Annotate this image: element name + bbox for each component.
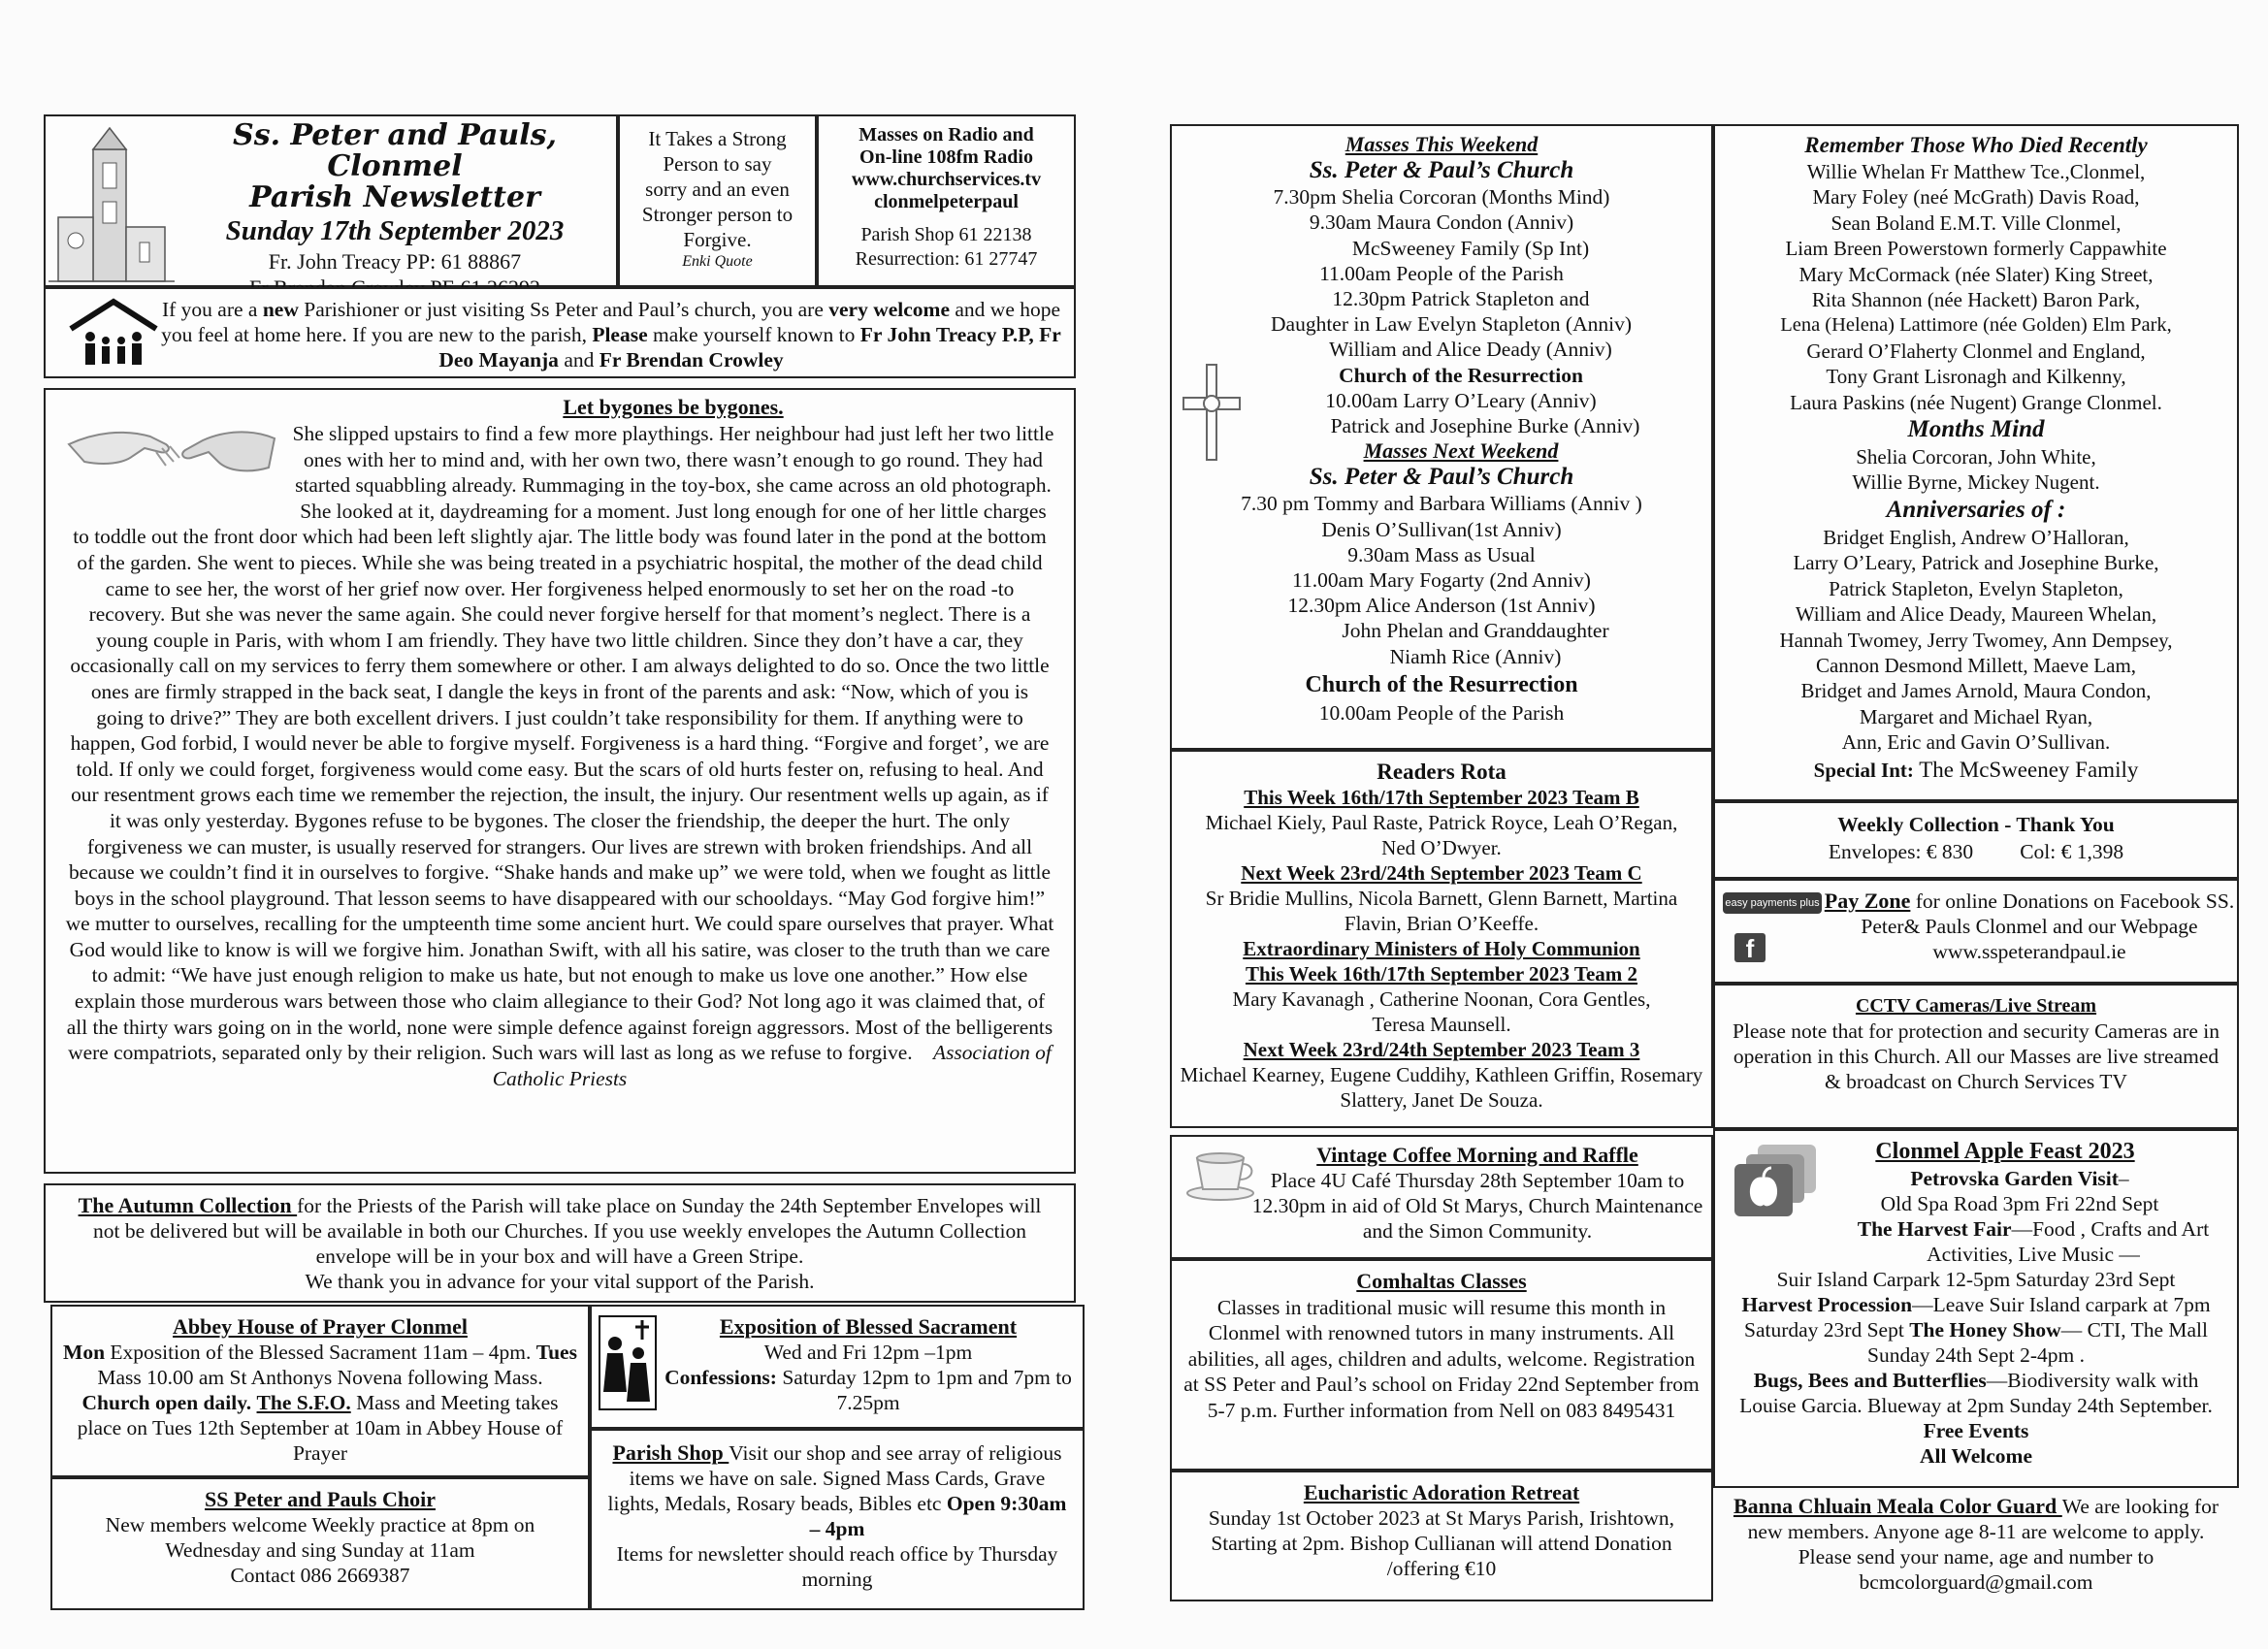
- welcome-text: and we hope you feel at home here. If you are new to the parish,: [161, 298, 1061, 346]
- ministers-names: Michael Kearney, Eugene Cuddihy, Kathleen Griffin, Rosemary Slattery, Janet De Souza.: [1180, 1063, 1703, 1112]
- anniversary-name: William and Alice Deady, Maureen Whelan,: [1795, 602, 2157, 627]
- easy-payments-label: easy payments plus: [1725, 897, 1820, 909]
- apple-feast-dash: –: [2118, 1167, 2129, 1190]
- autumn-collection-thanks: We thank you in advance for your vital support of the Parish.: [305, 1270, 815, 1293]
- remember-box: [1713, 124, 2239, 801]
- radio-line: On-line 108fm Radio: [859, 146, 1033, 168]
- radio-line: Masses on Radio and: [859, 124, 1034, 146]
- easy-payments-badge: [1723, 892, 1822, 914]
- radio-channel: clonmelpeterpaul: [874, 191, 1019, 212]
- deceased-name: Willie Whelan Fr Matthew Tce.,Clonmel,: [1806, 160, 2146, 183]
- deceased-name: Lena (Helena) Lattimore (née Golden) Elm Park,: [1780, 314, 2172, 337]
- facebook-glyph: f: [1745, 934, 1755, 963]
- deceased-name: Liam Breen Powerstown formerly Cappawhite: [1785, 237, 2167, 261]
- abbey-tues-text: Mass 10.00 am St Anthonys Novena following Mass.: [97, 1366, 543, 1389]
- color-guard-title: Banna Chluain Meala Color Guard: [1733, 1494, 2062, 1518]
- apple-feast-event: Petrovska Garden Visit: [1910, 1167, 2119, 1190]
- deceased-name: Mary Foley (neé McGrath) Davis Road,: [1812, 185, 2140, 210]
- apple-feast-detail: — CTI, The Mall Sunday 24th Sept 2-4pm .: [1867, 1318, 2208, 1367]
- deceased-name: Laura Paskins (née Nugent) Grange Clonmel.: [1790, 390, 2162, 414]
- quote-line: Person to say: [663, 152, 772, 176]
- resurrection-phone: Resurrection: 61 27747: [855, 248, 1038, 270]
- abbey-sfo-text: Mass and Meeting takes place on Tues 12th September at 10am in Abbey House of Prayer: [77, 1391, 564, 1465]
- masthead: [44, 114, 618, 287]
- autumn-collection-title: The Autumn Collection: [78, 1193, 298, 1217]
- bygones-body: She slipped upstairs to find a few more playthings. Her neighbour had just left her two little ones with her to mind and, with her own two, there wasn’t enough to go round. They had started squabbling already. Rummaging in the toy-box, she came across an old photograph. She looked at it, daydreaming for a moment. Just long enough for one of her little charges to toddle out the front door which had been left slightly ajar. The little body was found later in the pond at the bottom of the garden. She went to pieces. While she was being treated in a psychiatric hospital, the mother of the dead child came to see her, the worst of her grief now over. Her forgiveness helped enormously to set her on the road -to recovery. But she was never the same again. She could never forgive herself for that moment’s neglect. There is a young couple in Paris, with whom I am friendly. They have two little children. Since they don’t have a car, they occasionally call on my services to ferry them somewhere or other. I am always delighted to do so. Once the two little ones are firmly strapped in the back seat, I dangle the keys in front of the parents and ask: “Now, which of you is going to drive?” They are both excellent drivers. I just couldn’t take responsibility for them. If anything were to happen, God forbid, I would never be able to forgive myself. Forgiveness is a hard thing. “Forgive and forget’, we are told. If only we could forget, forgiveness would come easy. But the scars of old hurts fester on, refusing to heal. And our resentment grows each time we remember the rejection, the insult, the injury. Our resentment wells up again, as if it was only yesterday. Bygones refuse to be bygones. The closer the friendship, the deeper the hurt. The only forgiveness we can muster, is usually reserved for strangers. Our lives are strewn with broken friendships. And all because we couldn’t find it in ourselves to forgive. “Shake hands and make up” we were told, when we fought as little boys in the school playground. That lesson seems to have disappeared with our schooldays. “May God forgive him!” we mutter to ourselves, recalling for the umpteenth time some ancient hurt. We could spare ourselves that prayer. What God would like to know is will we forgive him. Jonathan Swift, with all his satire, was closer to the truth than we care to admit: “We have just enough religion to make us hate, but not enough to make us love one another.” How else explain those murderous wars between those who claim allegiance to their God? Not long ago it was claimed that, of all the thirty wars going on in the world, none were simple defence against foreign aggressors. Most of the belligerents were compatriots, separated only by their religion. Such wars will last as long as we refuse to forgive.: [65, 422, 1054, 1065]
- parish-shop-phone: Parish Shop 61 22138: [860, 224, 1032, 245]
- parish-shop-box: [590, 1429, 1085, 1610]
- deceased-name: Sean Boland E.M.T. Ville Clonmel,: [1831, 210, 2122, 235]
- deceased-name: Rita Shannon (née Hackett) Baron Park,: [1811, 288, 2141, 312]
- family-house-icon: [67, 298, 160, 372]
- welcome-priest-crowley: Fr Brendan Crowley: [599, 348, 784, 372]
- masses-next-weekend-title: Masses Next Weekend: [1363, 438, 1559, 464]
- church-name: Ss. Peter & Paul’s Church: [1309, 464, 1574, 491]
- mass-intention: Niamh Rice (Anniv): [1389, 644, 1562, 668]
- mass-intention: 9.30am Mass as Usual: [1347, 542, 1536, 566]
- mass-intention: 10.00am Larry O’Leary (Anniv): [1325, 388, 1597, 412]
- mass-intention: Daughter in Law Evelyn Stapleton (Anniv): [1271, 312, 1632, 337]
- bygones-attribution: Association of Catholic Priests: [492, 1041, 1052, 1090]
- apple-feast-detail: Suir Island Carpark 12-5pm Saturday 23rd Sept: [1776, 1268, 2176, 1291]
- autumn-collection-box: [44, 1183, 1076, 1303]
- quote-line: sorry and an even: [645, 178, 790, 201]
- readers-week-heading: This Week 16th/17th September 2023 Team B: [1244, 786, 1639, 809]
- readers-names: Michael Kiely, Paul Raste, Patrick Royce, Leah O’Regan, Ned O’Dwyer.: [1205, 811, 1678, 859]
- parish-name: Ss. Peter and Pauls, Clonmel: [233, 118, 557, 183]
- envelopes-amount: Envelopes: € 830: [1828, 840, 1974, 863]
- comhaltas-box: [1170, 1259, 1713, 1471]
- mass-intention: 7.30pm Shelia Corcoran (Months Mind): [1273, 185, 1610, 210]
- masses-this-weekend-title: Masses This Weekend: [1345, 132, 1539, 156]
- payzone-title[interactable]: Pay Zone: [1824, 889, 1911, 913]
- choir-text: New members welcome Weekly practice at 8pm on Wednesday and sing Sunday at 11am: [105, 1513, 535, 1562]
- comhaltas-title: Comhaltas Classes: [1356, 1269, 1527, 1293]
- quote-line: It Takes a Strong: [648, 127, 787, 150]
- weekly-collection-title: Weekly Collection - Thank You: [1837, 813, 2115, 836]
- deceased-name: Mary McCormack (née Slater) King Street,: [1798, 262, 2154, 286]
- collection-amount: Col: € 1,398: [2020, 840, 2124, 863]
- parish-shop-hours: Open 9:30am – 4pm: [809, 1492, 1067, 1540]
- abbey-tues: Tues: [535, 1341, 577, 1364]
- apple-feast-free: Free Events: [1923, 1419, 2029, 1442]
- abbey-house-title: Abbey House of Prayer Clonmel: [173, 1314, 468, 1339]
- mass-intention: William and Alice Deady (Anniv): [1329, 338, 1612, 362]
- months-mind-title: Months Mind: [1907, 416, 2045, 443]
- exposition-times: Wed and Fri 12pm –1pm: [763, 1341, 973, 1364]
- mass-intention: Denis O’Sullivan(1st Anniv): [1321, 517, 1562, 541]
- facebook-icon: [1734, 933, 1766, 962]
- coffee-morning-title: Vintage Coffee Morning and Raffle: [1316, 1143, 1638, 1167]
- readers-week-heading: Next Week 23rd/24th September 2023 Team C: [1241, 861, 1642, 885]
- deceased-name: Tony Grant Lisronagh and Kilkenny,: [1826, 365, 2126, 389]
- mass-intention: 7.30 pm Tommy and Barbara Williams (Anniv ): [1241, 492, 1642, 516]
- eucharistic-retreat-title: Eucharistic Adoration Retreat: [1303, 1480, 1580, 1504]
- church-tower-icon: [49, 120, 175, 283]
- choir-title: SS Peter and Pauls Choir: [205, 1487, 436, 1511]
- anniversary-name: Margaret and Michael Ryan,: [1859, 704, 2093, 728]
- ministers-week-heading: This Week 16th/17th September 2023 Team 2: [1245, 962, 1638, 986]
- months-mind-name: Willie Byrne, Mickey Nugent.: [1852, 470, 2100, 495]
- apple-feast-detail: —Food , Crafts and Art Activities, Live Music —: [1927, 1217, 2210, 1266]
- eucharistic-retreat-text: Sunday 1st October 2023 at St Marys Parish, Irishtown, Starting at 2pm. Bishop Cullianan will attend Donation /offering €10: [1208, 1506, 1675, 1580]
- readers-rota-title: Readers Rota: [1377, 760, 1507, 784]
- anniversary-name: Hannah Twomey, Jerry Twomey, Ann Dempsey,: [1779, 628, 2173, 652]
- parish-shop-title: Parish Shop: [612, 1440, 729, 1465]
- color-guard-text: We are looking for new members. Anyone age 8-11 are welcome to apply. Please send your name, age and number to bcmcolorguard@gmail.com: [1747, 1495, 2219, 1594]
- color-guard-box: [1713, 1488, 2239, 1610]
- anniversary-name: Larry O’Leary, Patrick and Josephine Burke,: [1793, 551, 2159, 575]
- abbey-mon: Mon: [63, 1341, 106, 1364]
- payzone-box: [1713, 879, 2239, 984]
- cctv-text: Please note that for protection and security Cameras are in operation in this Church. All our Masses are live streamed & broadcast on Church Services TV: [1732, 1019, 2220, 1093]
- choir-box: [50, 1477, 590, 1610]
- welcome-please: Please: [592, 323, 648, 346]
- coffee-morning-box: [1170, 1135, 1713, 1259]
- remember-title: Remember Those Who Died Recently: [1804, 133, 2148, 157]
- abbey-open: Church open daily.: [81, 1391, 252, 1414]
- newsletter-date: Sunday 17th September 2023: [225, 215, 565, 246]
- anniversary-name: Bridget and James Arnold, Maura Condon,: [1800, 679, 2152, 703]
- weekly-collection-box: [1713, 801, 2239, 879]
- abbey-sfo: The S.F.O.: [256, 1391, 351, 1414]
- quote-line: Forgive.: [683, 228, 752, 251]
- anniversaries-title: Anniversaries of :: [1886, 496, 2066, 523]
- welcome-text: Parishioner or just visiting Ss Peter and Paul’s church, you are: [298, 298, 829, 321]
- mass-intention: 12.30pm Patrick Stapleton and: [1332, 287, 1590, 311]
- readers-names: Sr Bridie Mullins, Nicola Barnett, Glenn Barnett, Martina Flavin, Brian O’Keeffe.: [1205, 887, 1678, 935]
- abbey-house-box: [50, 1305, 590, 1477]
- apple-feast-event: Bugs, Bees and Butterflies: [1753, 1369, 1987, 1392]
- apple-feast-title: Clonmel Apple Feast 2023: [1875, 1139, 2135, 1164]
- comhaltas-text: Classes in traditional music will resume this month in Clonmel with renowned tutors in many instruments. All abilities, all ages, children and adults, welcome. Registration at SS Peter and Paul’s school on Friday 22nd September from 5-7 p.m. Further information from Nell on 083 8495431: [1183, 1295, 1700, 1422]
- anniversary-name: Ann, Eric and Gavin O’Sullivan.: [1841, 730, 2111, 755]
- confessions-times: Saturday 12pm to 1pm and 7pm to 7.25pm: [776, 1366, 1072, 1414]
- special-intention-text: The McSweeney Family: [1913, 757, 2139, 782]
- eucharistic-retreat-box: [1170, 1471, 1713, 1601]
- newsletter-deadline: Items for newsletter should reach office by Thursday morning: [616, 1542, 1058, 1591]
- bygones-article: [44, 388, 1076, 1174]
- resurrection-church-name: Church of the Resurrection: [1305, 671, 1578, 697]
- apple-feast-detail: —Leave Suir Island carpark at 7pm Saturday 23rd Sept: [1744, 1293, 2211, 1342]
- special-intention-label: Special Int:: [1813, 758, 1914, 782]
- radio-website: www.churchservices.tv: [851, 169, 1042, 190]
- church-name: Ss. Peter & Paul’s Church: [1309, 157, 1574, 184]
- abbey-mon-text: Exposition of the Blessed Sacrament 11am – 4pm.: [105, 1341, 536, 1364]
- adoration-icon: [598, 1314, 658, 1411]
- mass-intention: 11.00am People of the Parish: [1319, 261, 1564, 285]
- welcome-priests: Fr John Treacy P.P, Fr Deo Mayanja: [438, 323, 1061, 372]
- anniversary-name: Patrick Stapleton, Evelyn Stapleton,: [1829, 576, 2123, 600]
- apple-feast-event: Harvest Procession: [1741, 1293, 1913, 1316]
- mass-intention: Patrick and Josephine Burke (Anniv): [1330, 414, 1640, 438]
- welcome-very-welcome: very welcome: [828, 298, 950, 321]
- parish-shop-text: Visit our shop and see array of religious items we have on sale. Signed Mass Cards, Grave lights, Medals, Rosary beads, Bibles etc: [607, 1441, 1062, 1515]
- mass-intention: 12.30pm Alice Anderson (1st Anniv): [1287, 594, 1596, 618]
- choir-contact: Contact 086 2669387: [230, 1564, 410, 1587]
- mass-intention: 10.00am People of the Parish: [1318, 700, 1565, 725]
- quote-line: Stronger person to: [641, 203, 794, 226]
- apple-feast-event: The Honey Show: [1909, 1318, 2061, 1342]
- apple-feast-welcome: All Welcome: [1919, 1444, 2033, 1468]
- confessions-label: Confessions:: [664, 1366, 777, 1389]
- coffee-morning-text: Place 4U Café Thursday 28th September 10am to 12.30pm in aid of Old St Marys, Church Maintenance and the Simon Community.: [1251, 1169, 1703, 1243]
- anniversary-name: Bridget English, Andrew O’Halloran,: [1823, 525, 2129, 549]
- apple-feast-event: The Harvest Fair: [1857, 1217, 2012, 1241]
- apple-feast-detail: Old Spa Road 3pm Fri 22nd Sept: [1880, 1192, 2159, 1215]
- readers-rota-box: [1170, 750, 1713, 1128]
- welcome-text: and: [558, 348, 599, 372]
- cctv-box: [1713, 984, 2239, 1129]
- mass-intention: 9.30am Maura Condon (Anniv): [1309, 210, 1574, 235]
- resurrection-church-name: Church of the Resurrection: [1339, 363, 1583, 387]
- anniversary-name: Cannon Desmond Millett, Maeve Lam,: [1815, 653, 2137, 677]
- cctv-title: CCTV Cameras/Live Stream: [1855, 995, 2097, 1017]
- bygones-title: Let bygones be bygones.: [563, 395, 784, 419]
- ministers-week-heading: Next Week 23rd/24th September 2023 Team 3: [1243, 1038, 1640, 1061]
- welcome-box: [44, 287, 1076, 378]
- mass-intention: McSweeney Family (Sp Int): [1351, 236, 1590, 260]
- handshake-icon: [65, 394, 278, 510]
- deceased-name: Gerard O’Flaherty Clonmel and England,: [1806, 339, 2146, 363]
- priest-pp-phone: Fr. John Treacy PP: 61 88867: [268, 249, 522, 274]
- welcome-new: new: [262, 298, 299, 321]
- quote-box: [618, 114, 817, 287]
- mass-intention: John Phelan and Granddaughter: [1342, 619, 1609, 643]
- masses-box: [1170, 124, 1713, 750]
- autumn-collection-text: for the Priests of the Parish will take place on Sunday the 24th September Envelopes will not be delivered but will be available in both our Churches. If you use weekly envelopes the Autumn Collection envelope will be in your box and will have a Green Stripe.: [93, 1194, 1042, 1268]
- newsletter-name: Parish Newsletter: [249, 180, 540, 214]
- months-mind-name: Shelia Corcoran, John White,: [1856, 445, 2096, 469]
- cross-icon: [1178, 359, 1246, 466]
- welcome-text: If you are a: [161, 298, 263, 321]
- exposition-title: Exposition of Blessed Sacrament: [719, 1314, 1018, 1339]
- welcome-text: make yourself known to: [647, 323, 860, 346]
- quote-attribution: Enki Quote: [682, 253, 753, 270]
- payzone-text: for online Donations on Facebook SS. Peter& Pauls Clonmel and our Webpage www.sspeterandpaul.ie: [1861, 889, 2235, 963]
- apple-feast-detail: —Biodiversity walk with Louise Garcia. Blueway at 2pm Sunday 24th September.: [1739, 1369, 2213, 1417]
- exposition-box: [590, 1305, 1085, 1429]
- apple-feast-box: [1713, 1129, 2239, 1488]
- mass-intention: 11.00am Mary Fogarty (2nd Anniv): [1292, 568, 1591, 593]
- ministers-names: Mary Kavanagh , Catherine Noonan, Cora Gentles, Teresa Maunsell.: [1232, 987, 1651, 1036]
- radio-box: [817, 114, 1076, 287]
- ministers-title: Extraordinary Ministers of Holy Communion: [1243, 937, 1640, 960]
